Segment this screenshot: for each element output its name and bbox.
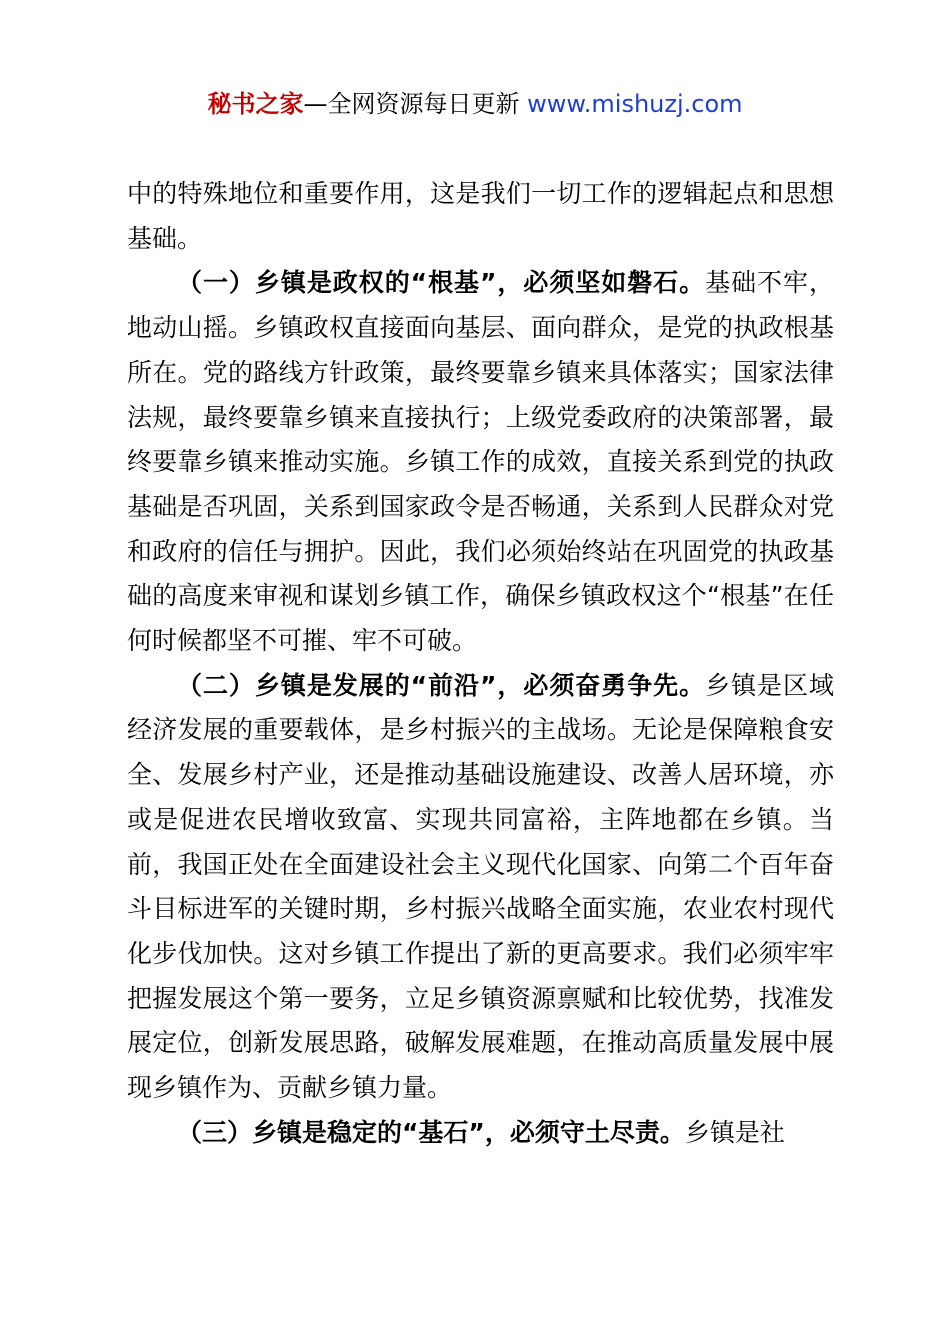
paragraph-text: 中的特殊地位和重要作用，这是我们一切工作的逻辑起点和思想基础。 bbox=[127, 179, 834, 253]
paragraph-section-1 bbox=[127, 261, 834, 663]
site-url-link[interactable]: www.mishuzj.com bbox=[527, 90, 743, 118]
section-heading: （二）乡镇是发展的“前沿”，必须奋勇争先。 bbox=[177, 670, 706, 700]
paragraph-text: 基础不牢，地动山摇。乡镇政权直接面向基层、面向群众，是党的执政根基所在。党的路线方针政策，最终要靠乡镇来具体落实；国家法律法规，最终要靠乡镇来直接执行；上级党委政府的决策部署，最终要靠乡镇来推动实施。乡镇工作的成效，直接关系到党的执政基础是否巩固，关系到国家政令是否畅通，关系到人民群众对党和政府的信任与拥护。因此，我们必须始终站在巩固党的执政基础的高度来审视和谋划乡镇工作，确保乡镇政权这个“根基”在任何时候都坚不可摧、牢不可破。 bbox=[127, 268, 834, 656]
section-heading: （一）乡镇是政权的“根基”，必须坚如磐石。 bbox=[177, 268, 706, 298]
paragraph-section-2 bbox=[127, 664, 834, 1111]
paragraph-text: 乡镇是社 bbox=[684, 1117, 785, 1147]
site-tagline: —全网资源每日更新 bbox=[303, 90, 520, 118]
site-brand: 秘书之家 bbox=[207, 90, 304, 118]
paragraph-section-3 bbox=[127, 1111, 834, 1156]
paragraph-text: 乡镇是区域经济发展的重要载体，是乡村振兴的主战场。无论是保障粮食安全、发展乡村产业，还是推动基础设施建设、改善人居环境，亦或是促进农民增收致富、实现共同富裕，主阵地都在乡镇。当前，我国正处在全面建设社会主义现代化国家、向第二个百年奋斗目标进军的关键时期，乡村振兴战略全面实施，农业农村现代化步伐加快。这对乡镇工作提出了新的更高要求。我们必须牢牢把握发展这个第一要务，立足乡镇资源禀赋和比较优势，找准发展定位，创新发展思路，破解发展难题，在推动高质量发展中展现乡镇作为、贡献乡镇力量。 bbox=[127, 670, 834, 1103]
section-heading: （三）乡镇是稳定的“基石”，必须守土尽责。 bbox=[177, 1117, 685, 1147]
paragraph-continuation bbox=[127, 172, 834, 261]
document-body bbox=[127, 172, 834, 1155]
page-header bbox=[0, 86, 950, 122]
